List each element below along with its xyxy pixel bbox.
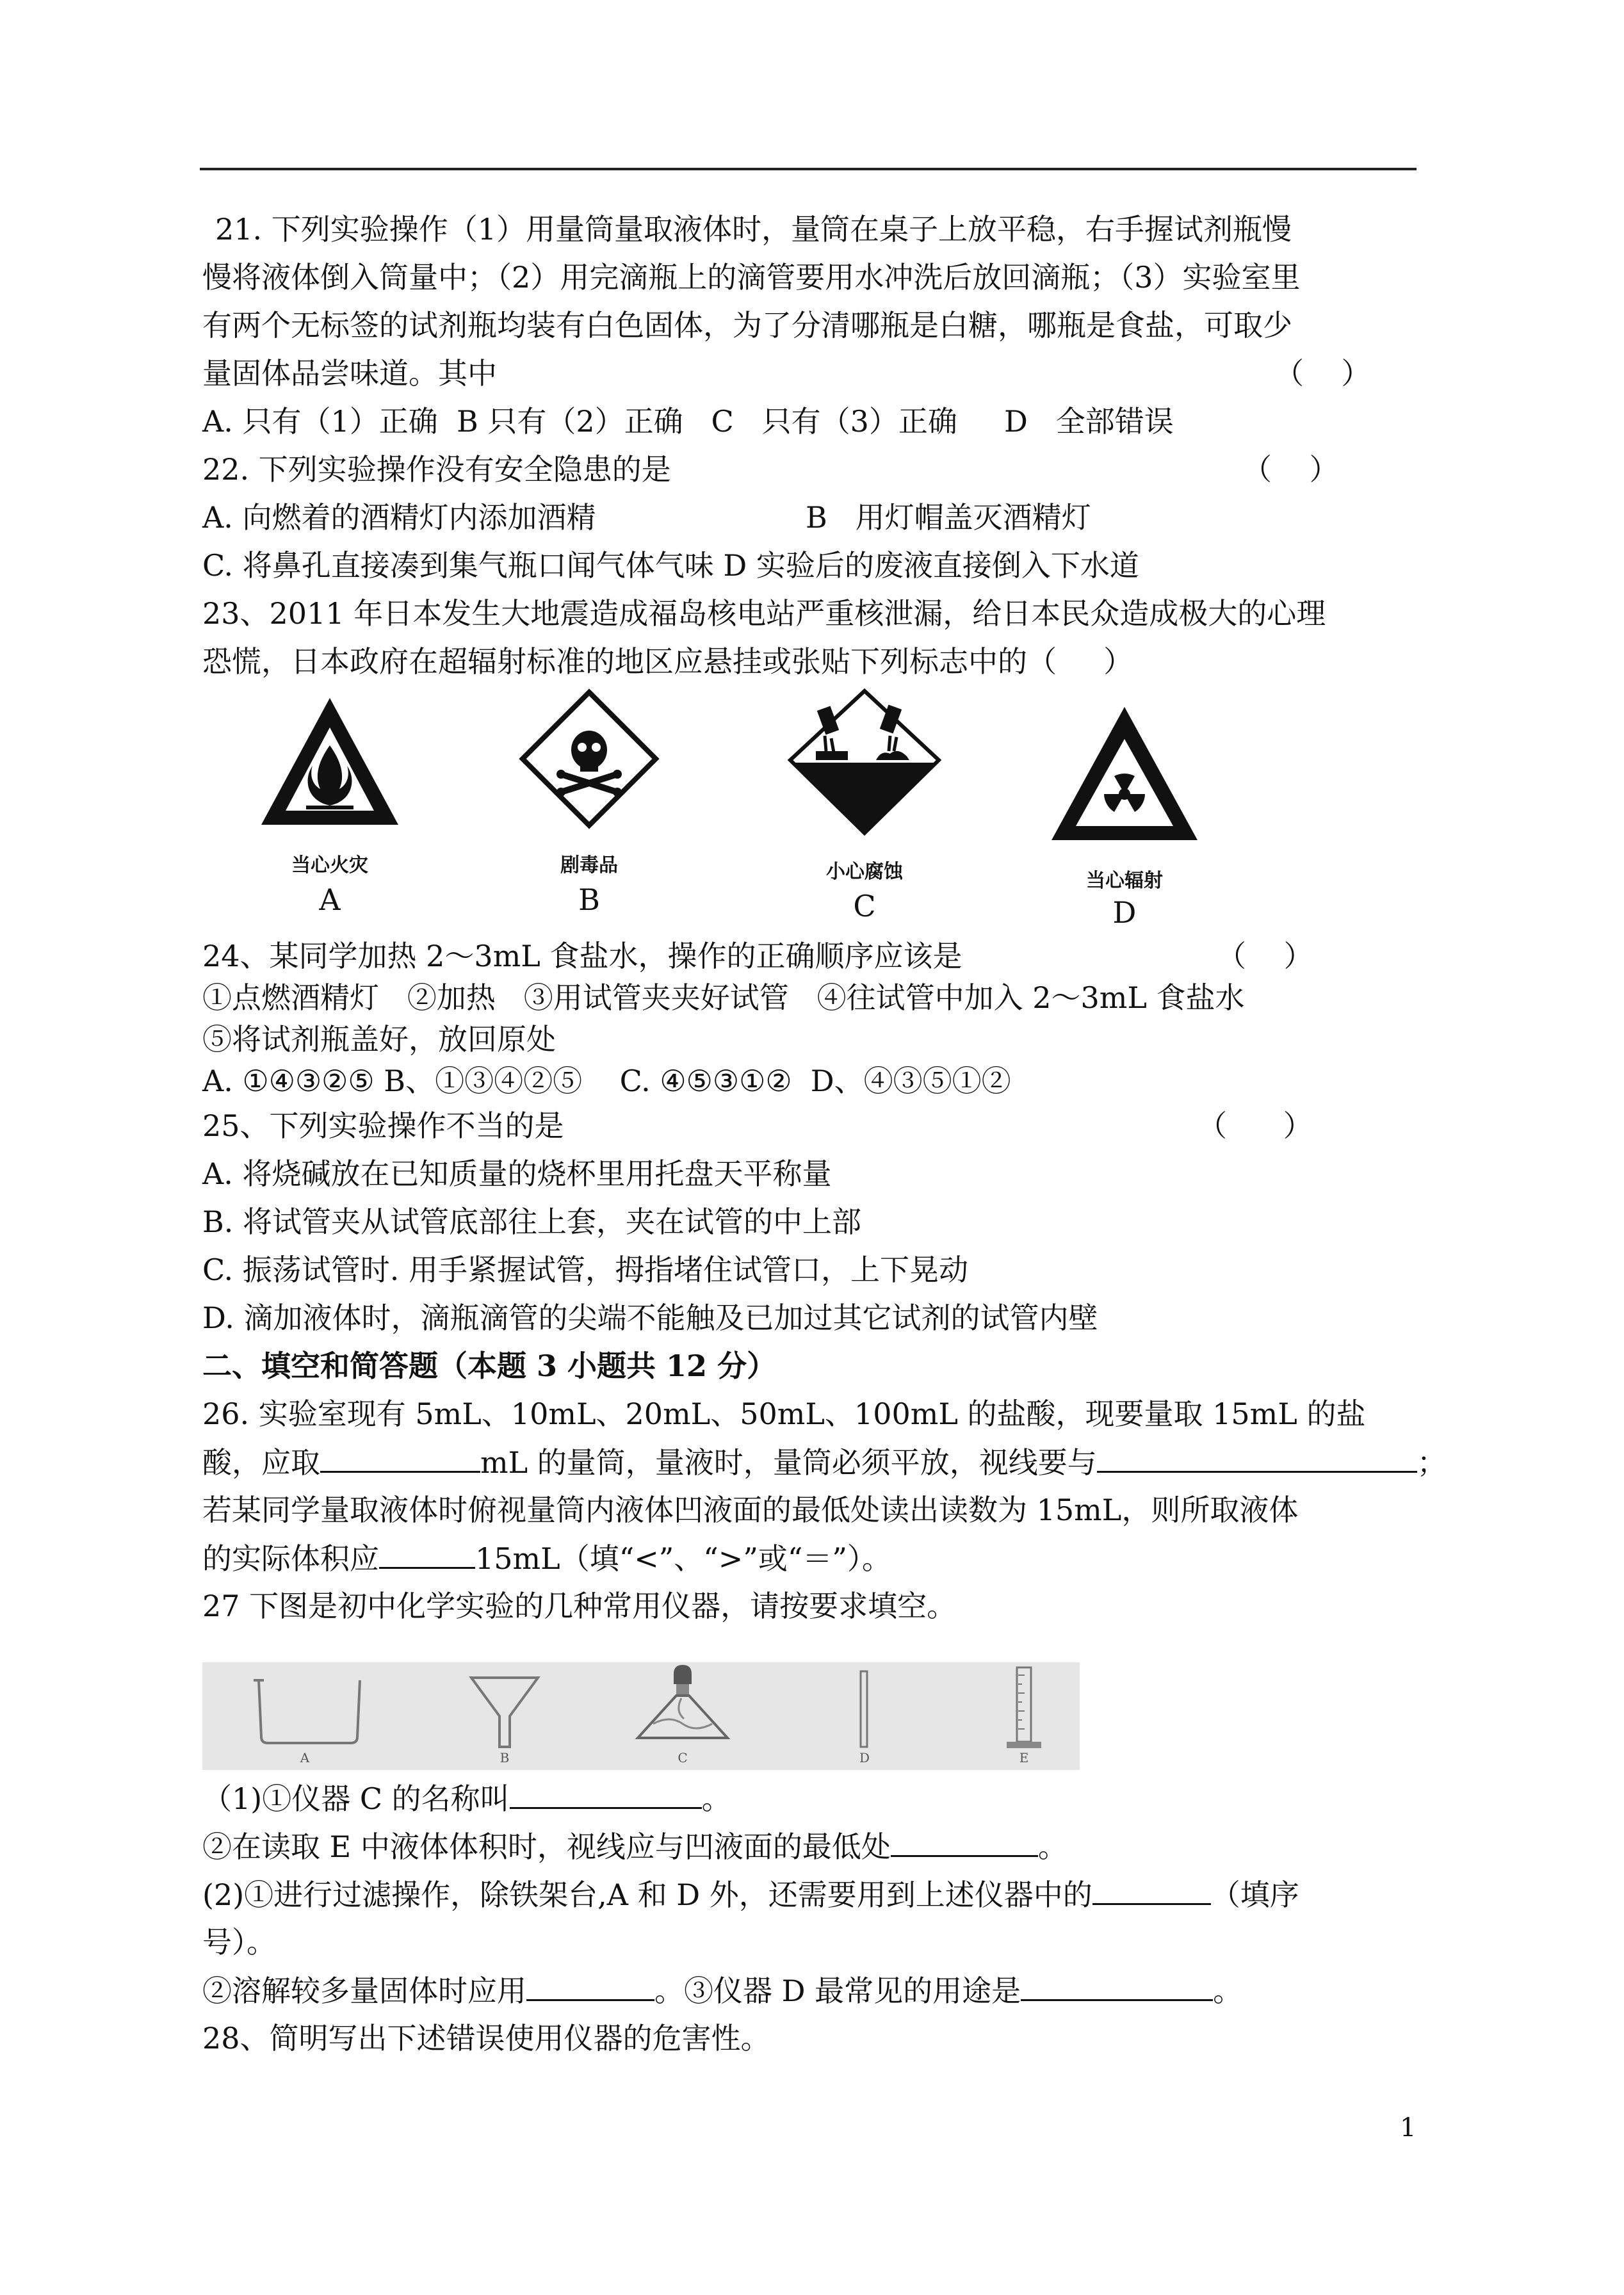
q27-sub-1 [202,1779,731,1818]
q22-options-cd: C. 将鼻孔直接凑到集气瓶口闻气体气味 D 实验后的废液直接倒入下水道 [202,548,1139,583]
q27-blank-dissolve[interactable] [526,1971,654,2001]
q26-line-2 [202,1443,1447,1482]
q27-blank-name-c[interactable] [510,1779,702,1809]
q26-text-d: 的实际体积应 [202,1541,379,1576]
q25-option-c: C. 振荡试管时. 用手紧握试管，拇指堵住试管口，上下晃动 [202,1253,969,1287]
q23-line-2: 恐慌，日本政府在超辐射标准的地区应悬挂或张贴下列标志中的（ ） [202,644,1133,679]
sign-b-letter: B [578,882,600,917]
q26-text-c: ； [1417,1445,1447,1480]
q27-text-f: （填序 [1210,1877,1299,1912]
corrosive-sign-icon [788,688,941,836]
q26-blank-compare[interactable] [379,1539,475,1569]
apparatus-d-letter: D [859,1750,870,1765]
q27-sub-4: 号）。 [202,1925,276,1959]
q27-sub-5 [202,1971,1242,2010]
q23-line-1: 23、2011 年日本发生大地震造成福岛核电站严重核泄漏，给日本民众造成极大的心理 [202,596,1326,631]
apparatus-a-letter: A [300,1750,310,1765]
q21-line-4: 量固体品尝味道。其中 [202,356,497,391]
glass-rod-icon [861,1671,867,1747]
sign-d-caption: 当心辐射 [1086,870,1163,892]
q28-stem: 28、简明写出下述错误使用仪器的危害性。 [202,2021,770,2056]
q27-text-i: 。 [1213,1974,1243,2008]
q27-stem: 27 下图是初中化学实验的几种常用仪器，请按要求填空。 [202,1589,957,1623]
q21-line-2: 慢将液体倒入筒量中；（2）用完滴瓶上的滴管要用水冲洗后放回滴瓶；（3）实验室里 [202,260,1301,295]
q27-text-d: 。 [1037,1829,1068,1864]
q24-options: A. ①④③②⑤ B、①③④②⑤ C. ④⑤③①② D、④③⑤①② [202,1064,1011,1098]
q25-option-d: D. 滴加液体时，滴瓶滴管的尖端不能触及已加过其它试剂的试管内壁 [202,1301,1098,1335]
q26-text-e: 15mL（填“<”、“>”或“＝”）。 [475,1541,891,1576]
q26-blank-cylinder[interactable] [320,1443,480,1473]
q25-option-b: B. 将试管夹从试管底部往上套，夹在试管的中上部 [202,1204,862,1239]
sign-a-letter: A [319,882,341,917]
q25-option-a: A. 将烧碱放在已知质量的烧杯里用托盘天平称量 [202,1156,832,1191]
q27-text-a: （1)①仪器 C 的名称叫 [202,1781,510,1816]
sign-b-caption: 剧毒品 [560,854,618,877]
q27-blank-use-d[interactable] [1021,1971,1213,2001]
q22-option-b: B 用灯帽盖灭酒精灯 [806,500,1091,535]
apparatus-b-letter: B [499,1750,510,1765]
apparatus-figure [202,1662,1080,1770]
q27-text-e: (2)①进行过滤操作，除铁架台,A 和 D 外，还需要用到上述仪器中的 [202,1877,1092,1912]
q27-text-b: 。 [701,1781,731,1816]
q26-blank-sightline[interactable] [1097,1443,1417,1473]
q22-option-a: A. 向燃着的酒精灯内添加酒精 [202,500,596,535]
q27-blank-reading[interactable] [891,1827,1038,1857]
q24-steps-1: ①点燃酒精灯 ②加热 ③用试管夹夹好试管 ④往试管中加入 2～3mL 食盐水 [202,980,1245,1015]
q21-line-3: 有两个无标签的试剂瓶均装有白色固体，为了分清哪瓶是白糖，哪瓶是食盐，可取少 [202,308,1292,343]
q21-line-1: 21. 下列实验操作（1）用量筒量取液体时，量筒在桌子上放平稳，右手握试剂瓶慢 [215,212,1292,247]
flammable-sign-icon [256,693,403,834]
q24-stem: 24、某同学加热 2～3mL 食盐水，操作的正确顺序应该是 [202,939,962,973]
sign-a-caption: 当心火灾 [291,854,368,877]
q27-text-g: ②溶解较多量固体时应用 [202,1974,526,2008]
graduated-cylinder-icon [1007,1667,1041,1748]
q27-sub-2 [202,1827,1068,1866]
q22-stem: 22. 下列实验操作没有安全隐患的是 [202,452,671,487]
q25-stem: 25、下列实验操作不当的是 [202,1108,564,1143]
apparatus-drawings [202,1662,1080,1770]
q24-answer-paren: （ ） [1217,939,1313,973]
q21-answer-paren: （ ） [1274,356,1371,391]
q27-blank-filter[interactable] [1092,1875,1211,1905]
q27-text-h: 。③仪器 D 最常见的用途是 [654,1974,1021,2008]
q27-sub-3 [202,1875,1299,1914]
alcohol-lamp-icon [638,1665,727,1738]
header-rule [200,168,1417,170]
q25-answer-paren: （ ） [1198,1108,1313,1143]
q27-text-c: ②在读取 E 中液体体积时，视线应与凹液面的最低处 [202,1829,891,1864]
page-number: 1 [1400,2113,1417,2143]
q21-options: A. 只有（1）正确 B 只有（2）正确 C 只有（3）正确 D 全部错误 [202,404,1174,439]
sign-c-caption: 小心腐蚀 [826,861,903,883]
section-2-heading: 二、填空和简答题（本题 3 小题共 12 分） [202,1349,777,1383]
q26-text-a: 酸，应取 [202,1445,320,1480]
funnel-icon [471,1678,538,1747]
q26-line-3: 若某同学量取液体时俯视量筒内液体凹液面的最低处读出读数为 15mL，则所取液体 [202,1493,1299,1527]
q22-answer-paren: （ ） [1242,452,1339,487]
toxic-sign-icon [519,688,660,829]
radiation-sign-icon [1048,703,1201,845]
q26-line-4 [202,1539,891,1578]
q26-text-b: mL 的量筒，量液时，量筒必须平放，视线要与 [480,1445,1097,1480]
beaker-icon [254,1680,360,1743]
q26-line-1: 26. 实验室现有 5mL、10mL、20mL、50mL、100mL 的盐酸，现要量取 15mL 的盐 [202,1397,1366,1431]
apparatus-c-letter: C [678,1750,688,1765]
apparatus-e-letter: E [1019,1750,1029,1765]
sign-c-letter: C [853,889,876,923]
sign-d-letter: D [1112,895,1137,930]
q24-steps-2: ⑤将试剂瓶盖好，放回原处 [202,1022,556,1057]
